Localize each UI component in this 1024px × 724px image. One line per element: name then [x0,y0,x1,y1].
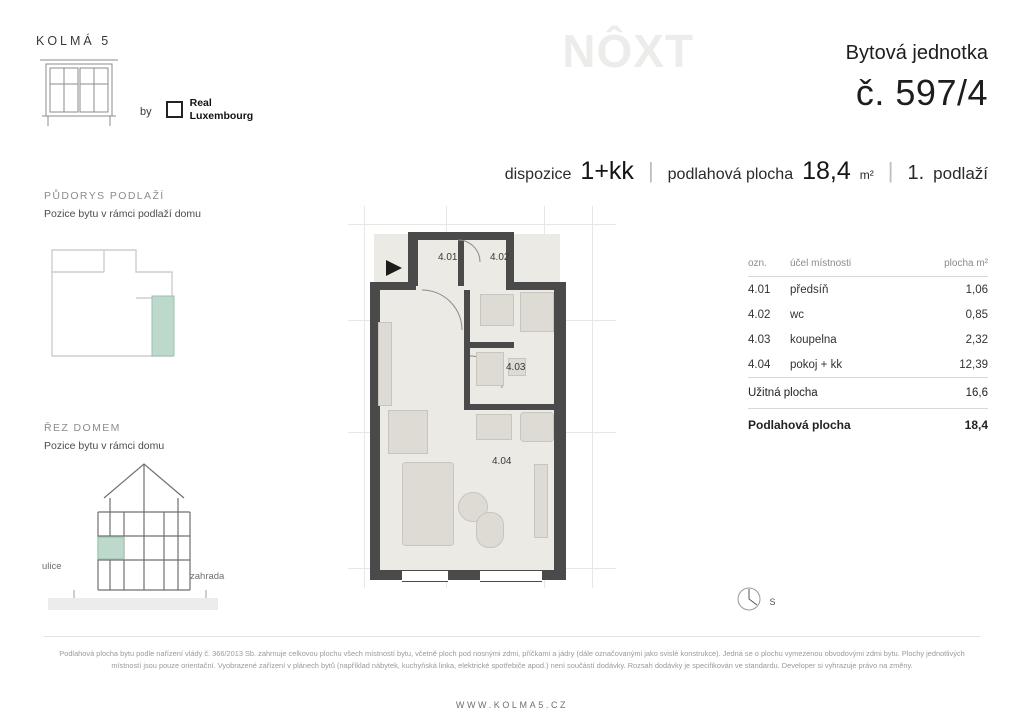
unit-number: č. 597/4 [855,72,988,113]
row-code: 4.03 [748,333,771,346]
website-url[interactable]: WWW.KOLMA5.CZ [455,700,569,710]
house-section-subtitle: Pozice bytu v rámci domu [44,440,165,452]
row-area: 0,85 [965,308,988,321]
table-row [748,302,988,327]
table-header-code: ozn. [748,258,767,269]
door-swings [330,196,710,616]
garden-label: zahrada [190,571,225,582]
room-label-404: 4.04 [492,456,512,467]
kolma-logo [36,34,126,132]
table-header-purpose: účel místnosti [790,258,852,269]
legal-note: Podlahová plocha bytu podle nařízení vlády č. 366/2013 Sb. zahrnuje celkovou plochu všech místností bytu, včetně ploch pod nosnými zdmi, příčkami a jádry (dále označovanými jako svislé konstrukce). Jedná se o plochu vymezenou obvodovými zdmi bytu. Plochy jednotlivých místností jsou pouze orientační. Vyobrazené zařízení v plánech bytů (například nábytek, kuchyňská linka, elektrické spotřebiče apod.) není součástí dodávky. Rozsah dodávky je specifikován ve standardu. Developer si vyhrazuje právo na změny. [59,649,965,671]
partner-logo [166,97,254,122]
unit-summary [505,157,988,186]
total-area-value: 18,4 [964,418,988,432]
built-in-storage [378,322,392,406]
area-value: 18,4 [802,157,851,185]
apartment-floorplan [330,196,710,616]
shower [476,352,504,386]
usable-area-value: 16,6 [965,387,988,399]
sofa [402,462,454,546]
disposition-label: dispozice [504,166,572,183]
usable-area-row [748,378,988,408]
row-area: 12,39 [959,358,988,371]
kitchen-appliance [480,294,514,326]
floor-word: podlaží [933,164,988,183]
fridge [520,292,554,332]
desk [534,464,548,538]
footer-divider [44,636,980,637]
table-row [748,277,988,302]
usable-area-label: Užitná plocha [748,387,818,399]
summary-divider-1: | [647,158,654,183]
brand-logo [36,34,336,132]
area-label: podlahová plocha [667,166,794,183]
partner-square-icon [166,101,183,118]
highlighted-unit-section [98,537,124,559]
street-label: ulice [42,561,62,572]
row-purpose: koupelna [790,333,837,346]
partner-line-1: Real [189,97,212,110]
room-table [748,258,988,441]
floorplan-position-section [44,190,201,220]
row-code: 4.02 [748,308,771,321]
compass-north-label: S [769,597,776,608]
cooktop [520,412,554,442]
total-area-row [748,409,988,441]
floor-number: 1. [907,162,925,184]
floorplan-section-title: PŮDORYS PODLAŽÍ [44,190,165,202]
next-logo-text: NÔXT [562,25,694,77]
wardrobe [388,410,428,454]
table-header-area: plocha m² [944,258,988,269]
partner-name [190,97,254,122]
table-header-row [748,258,988,277]
summary-divider-2: | [887,158,894,183]
table-row [748,352,988,377]
row-purpose: předsíň [790,283,829,296]
kitchen-sink-unit [476,414,512,440]
window-icon [36,54,126,132]
row-purpose: pokoj + kk [790,358,843,371]
house-section-diagram [38,450,228,620]
armchair [476,512,504,548]
table-row [748,327,988,352]
highlighted-unit [152,296,174,356]
brand-name: KOLMÁ 5 [36,34,112,48]
room-label-403: 4.03 [506,362,526,373]
entry-arrow-icon [386,260,402,276]
floorplan-position-diagram [44,238,194,373]
row-code: 4.04 [748,358,771,371]
area-unit: m² [859,168,874,182]
compass [735,585,778,613]
room-label-402: 4.02 [490,252,510,263]
floorplan-section-subtitle: Pozice bytu v rámci podlaží domu [44,208,201,220]
window-right [480,570,542,582]
total-area-label: Podlahová plocha [748,418,851,432]
room-label-401: 4.01 [438,252,458,263]
unit-type-label: Bytová jednotka [845,42,988,64]
by-label: by [140,106,152,118]
row-area: 1,06 [965,283,988,296]
row-code: 4.01 [748,283,771,296]
disposition-value: 1+kk [580,157,634,185]
next-watermark-logo [562,24,694,78]
house-section-title: ŘEZ DOMEM [44,422,121,434]
partner-line-2: Luxembourg [189,109,254,122]
row-purpose: wc [790,308,805,321]
house-section-section [44,422,164,452]
window-left [402,570,448,582]
row-area: 2,32 [965,333,988,346]
